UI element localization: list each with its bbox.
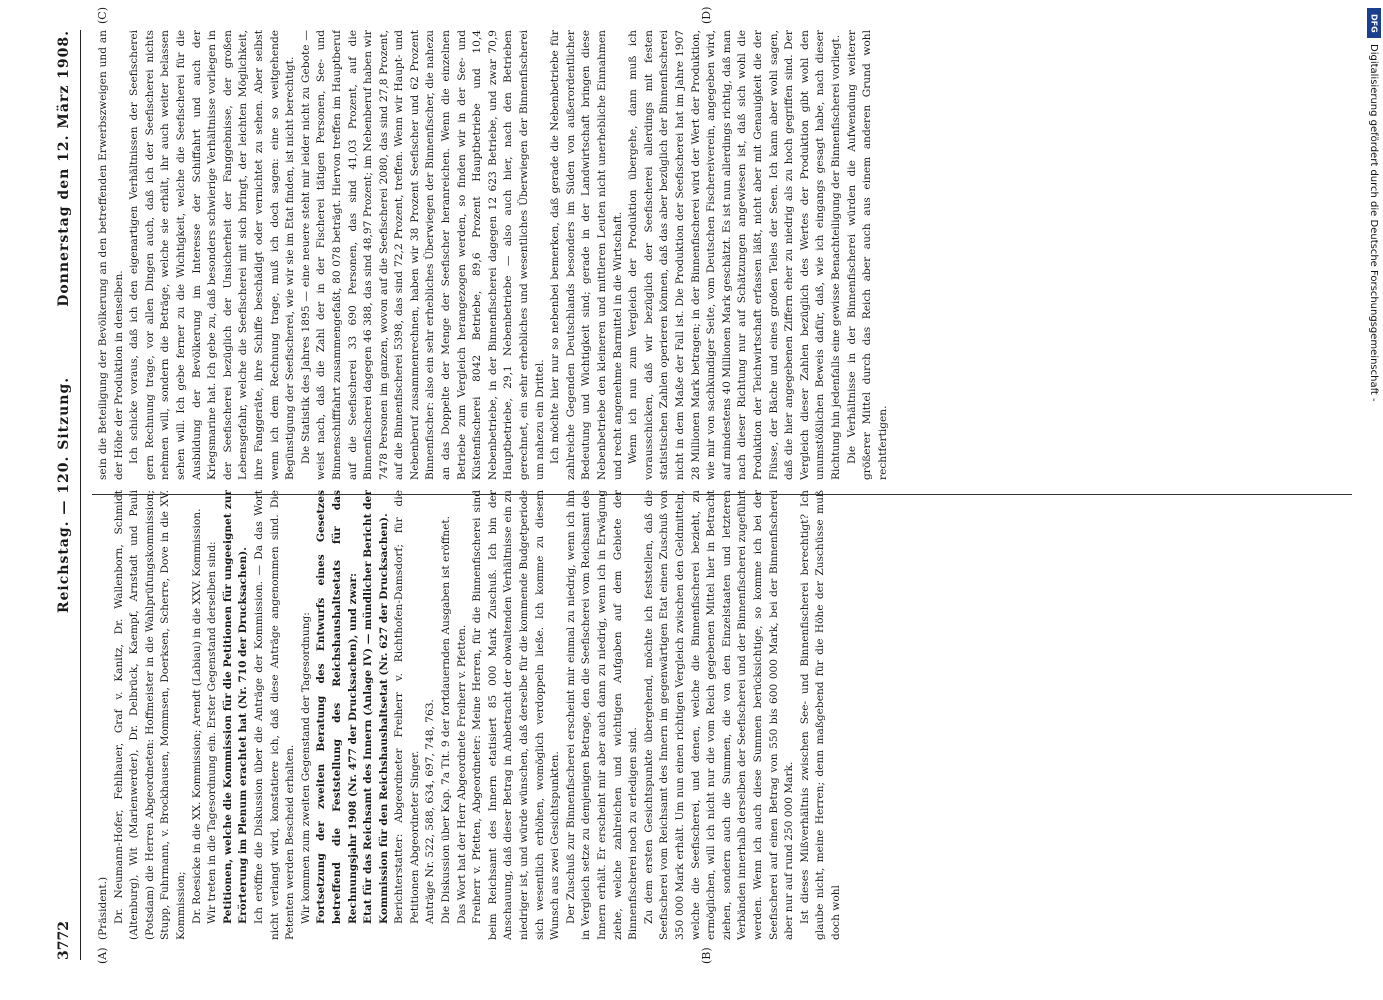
paragraph: Das Wort hat der Herr Abgeordnete Freiherr v. Pfetten. [455,624,468,924]
speech-paragraph: Die Verhältnisse in der Binnenfischerei würden die Aufwendung weiterer größerer Mittel durch das Reich aber auch aus einem anderen Grund wohl rechtfertigen. [845,30,889,480]
agenda-item: Fortsetzung der zweiten Beratung des Entwurfs eines Gesetzes betreffend die Feststellung des Reichshaushaltsetats für das Rechnungsjahr 1908 (Nr. 477 der Drucksachen), und zwar: [315,490,359,924]
speech-paragraph: Ich möchte hier nur so nebenbei bemerken, daß gerade die Nebenbetriebe für zahlreiche Gegenden Deutschlands besonders im Süden von außerordentlicher Bedeutung und Wichtigkeit sind; gerade in der Landwirtschaft bringen diese Nebenbetriebe den kleineren und mittleren Leuten nicht unerhebliche Einnahmen und recht angenehme Barmittel in die Wirtschaft. [549,30,624,480]
paragraph: Dr. Roesicke in die XX. Kommission; Arendt (Labiau) in die XXV. Kommission. [190,508,203,924]
page-number: 3772 [56,921,72,960]
column-divider [92,494,1352,495]
session-title: Reichstag. — 120. Sitzung. [56,376,72,614]
left-column [96,490,1346,940]
speech-paragraph: sein die Beteiligung der Bevölkerung an den betreffenden Erwerbszweigen und an der Höhe der Produktion in denselben. [97,30,125,480]
speech-paragraph: Ist dieses Mißverhältnis zwischen See- und Binnenfischerei berechtigt? Ich glaube nicht, meine Herren; denn maßgebend für die Höhe der Zuschüsse muß doch wohl [798,490,842,940]
digitization-note: Digitalisierung gefördert durch die Deutsche Forschungsgemeinschaft - [1368,44,1379,402]
paragraph: Dr. Neumann-Hofer, Fehlhauer, Graf v. Kanitz, Dr. Wallenborn, Schmidt (Altenburg), Wit (Marienwerder), Dr. Delbrück, Kaempf, Arnstadt und Pauli (Potsdam) die Herren Abgeordneten: Hoffmeister in die Wahlprüfungskommission; Stupp, Fuhrmann, v. Brockhausen, Mommsen, Doerksen, Scherre, Dove in die XV. Kommission; [112,490,187,940]
speech-paragraph: Der Zuschuß zur Binnenfischerei erscheint mir einmal zu niedrig, wenn ich ihn in Vergleich setze zu demjenigen Betrage, den die Seefischerei vom Reichsamt des Innern erhält. Er erscheint mir aber auch dann zu niedrig, wenn ich in Erwägung ziehe, welche zahlreichen und wichtigen Aufgaben auf dem Gebiete der Binnenfischerei noch zu erledigen sind. [564,490,640,940]
speech-paragraph: Freiherr v. Pfetten, Abgeordneter: Meine Herren, für die Binnenfischerei sind beim Reichsamt des Innern etatisiert 85 000 Mark Zuschuß. Ich bin der Anschauung, daß dieser Betrag in Anbetracht der obwaltenden Verhältnisse ein zu niedriger ist, und würde wünschen, daß derselbe für die kommende Budgetperiode sich wesentlich erhöhen, womöglich verdoppeln ließe. Ich komme zu diesem Wunsch aus zwei Gesichtspunkten. [471,490,562,940]
right-column [96,30,1346,480]
paragraph: Ich eröffne die Diskussion über die Anträge der Kommission. — Da das Wort nicht verlangt wird, konstatiere ich, daß diese Anträge angenommen sind. Die Petenten werden Bescheid erhalten. [252,490,297,940]
speech-paragraph: Die Statistik des Jahres 1895 — eine neuere steht mir leider nicht zu Gebote — weist nach, daß die Zahl der in der Fischerei tätigen Personen, See- und Binnenschifffahrt zusammengefaßt, 80 078 beträgt. Hiervon treffen im Hauptberuf auf die Seefischerei 33 690 Personen, das sind 41,03 Prozent, auf die Binnenfischerei dagegen 46 388, das sind 48,97 Prozent; im Nebenberuf haben wir 7478 Personen im ganzen, wovon auf die Seefischerei 2080, das sind 27,8 Prozent, auf die Binnenfischerei 5398, das sind 72,2 Prozent, treffen. Wenn wir Haupt- und Nebenberuf zusammenrechnen, haben wir 38 Prozent Seefischer und 62 Prozent Binnenfischer: also ein sehr erhebliches Überwiegen der Binnenfischer, die nahezu an das Doppelte der Menge der Seefischer heranreichen. Wenn die einzelnen Betriebe zum Vergleich herangezogen werden, so finden wir in der See- und Küstenfischerei 8042 Betriebe, 89,6 Prozent Hauptbetriebe und 10,4 Nebenbetriebe, in der Binnenfischerei dagegen 12 623 Betriebe, und zwar 70,9 Hauptbetriebe, 29,1 Nebenbetriebe — also auch hier, nach den Betrieben gerechnet, ein sehr erhebliches und wesentliches Überwiegen der Binnenfischerei um nahezu ein Drittel. [299,30,546,480]
speech-paragraph: Ich schicke voraus, daß ich den eigenartigen Verhältnissen der Seefischerei gern Rechnung trage, vor allen Dingen auch, daß ich der Seefischerei nichts nehmen will, sondern die Beträge, welche sie erhält, ihr auch weiter belassen sehen will. Ich gebe ferner zu die Wichtigkeit, welche die Seefischerei für die Ausbildung der Bevölkerung im Interesse der Schiffahrt und auch der Kriegsmarine hat. Ich gebe zu, daß besonders schwierige Verhältnisse vorliegen in der Seefischerei bezüglich der Unsicherheit der Fanggebnisse, der großen Lebensgefahr, welche die Seefischerei mit sich bringt, der leichten Möglichkeit, ihre Fanggeräte, ihre Schiffe beschädigt oder vernichtet zu sehen. Aber selbst wenn ich dem Rechnung trage, muß ich doch sagen: eine so weitgehende Begünstigung der Seefischerei, wie wir sie im Etat finden, ist nicht berechtigt. [128,30,297,480]
dfg-logo: DFG [1367,8,1381,38]
session-date: Donnerstag den 12. März 1908. [56,30,72,307]
margin-mark-c: (C) [96,7,109,24]
paragraph: Anträge Nr. 522, 588, 634, 697, 748, 763. [424,699,437,924]
paragraph: Berichterstatter: Abgeordneter Freiherr v. Richthofen-Damsdorf; für die Petitionen Abgeordneter Singer. [393,490,421,924]
paragraph: Wir kommen zum zweiten Gegenstand der Tagesordnung: [299,612,312,924]
speech-paragraph: Wenn ich nun zum Vergleich der Produktion übergehe, dann muß ich vorausschicken, daß wir bezüglich der Seefischerei allerdings mit festen statistischen Zahlen operieren können, daß das aber bezüglich der Binnenfischerei nicht in dem Maße der Fall ist. Die Produktion der Seefischerei hat im Jahre 1907 28 Millionen Mark betragen; in der Binnenfischerei wird der Wert der Produktion, wie mir von sachkundiger Seite, vom Deutschen Fischereiverein, angegeben wird, auf mindestens 40 Millionen Mark geschätzt. Es ist nun allerdings richtig, daß man nach dieser Richtung nur auf Schätzungen angewiesen ist, daß sich wohl die Produktion der Teichwirtschaft erfassen läßt, nicht aber mit Genauigkeit die der Flüsse, der Bäche und eines großen Teiles der Seen. Ich kann aber wohl sagen, daß die hier angegebenen Ziffern eher zu niedrig als zu hoch gegriffen sind. Der Vergleich dieser Zahlen bezüglich des Wertes der Produktion gibt wohl den unumstößlichen Beweis dafür, daß, wie ich eingangs gesagt habe, nach dieser Richtung hin jedenfalls eine gewisse Benachteiligung der Binnenfischerei vorliegt. [627,30,842,480]
paragraph: Wir treten in die Tagesordnung ein. Erster Gegenstand derselben sind: [206,541,219,924]
page-header [50,30,81,960]
agenda-item: Petitionen, welche die Kommission für die Petitionen für ungeeignet zur Erörterung im Plenum erachtet hat (Nr. 710 der Drucksachen). [221,490,250,924]
margin-mark-b: (B) [700,947,713,964]
president-label: (Präsident.) [97,876,109,940]
speech-paragraph: Zu dem ersten Gesichtspunkte übergehend, möchte ich feststellen, daß die Seefischerei vom Reichsamt des Innern im gegenwärtigen Etat einen Zuschuß von 350 000 Mark erhält. Um nun einen richtigen Vergleich zwischen den Geldmitteln, welche die Seefischerei, und denen, welche die Binnenfischerei bezieht, zu ermöglichen, will ich nicht nur die vom Reich gegebenen Mittel hier in Betracht ziehen, sondern auch die Summen, die von den Einzelstaaten und letzteren Verbänden innerhalb derselben der Seefischerei und der Binnenfischerei zugeführt werden. Wenn ich auch diese Summen berücksichtige, so komme ich bei der Seefischerei auf einen Betrag von 550 bis 600 000 Mark, bei der Binnenfischerei aber nur auf rund 250 000 Mark. [642,490,796,940]
paragraph: Die Diskussion über Kap. 7a Tit. 9 der fortdauernden Ausgaben ist eröffnet. [440,515,453,924]
margin-mark-d: (D) [700,6,713,24]
margin-mark-a: (A) [96,947,109,964]
agenda-item: Etat für das Reichsamt des Innern (Anlage IV) — mündlicher Bericht der Kommission für den Reichshaushaltsetat (Nr. 627 der Drucksachen). [362,490,390,924]
